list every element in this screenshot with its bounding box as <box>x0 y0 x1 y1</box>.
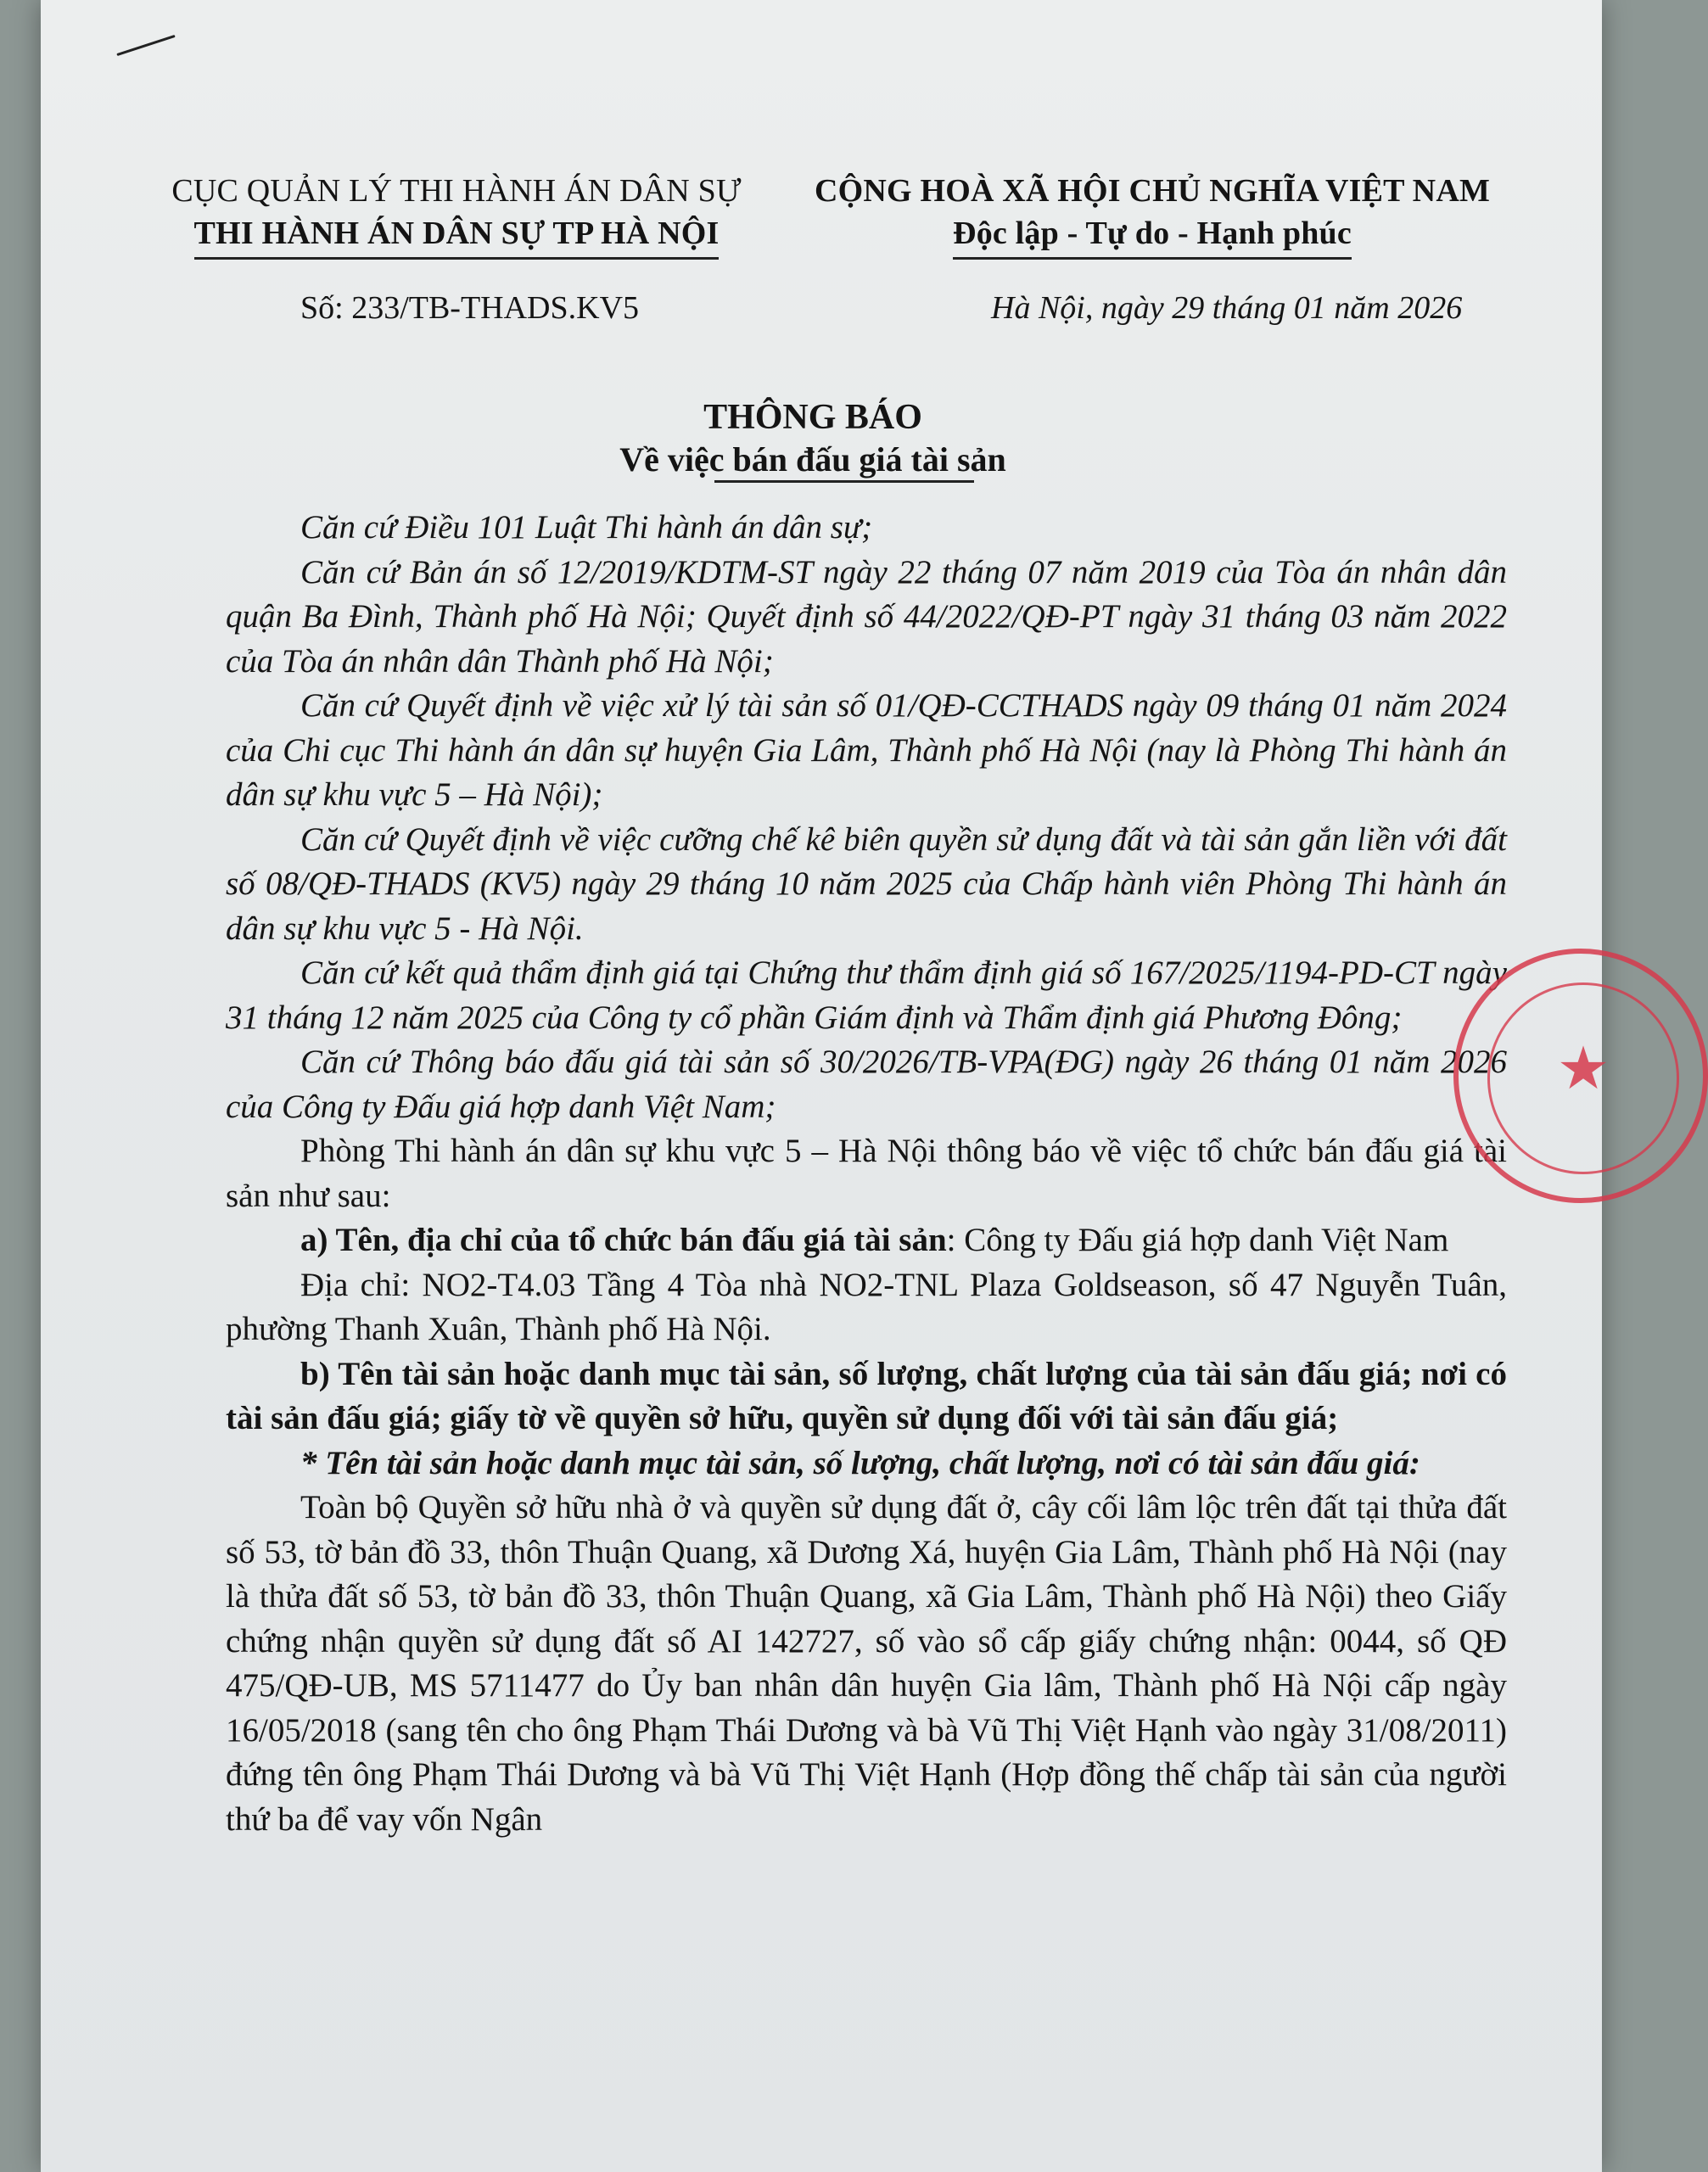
official-seal <box>1453 949 1708 1203</box>
document-date: Hà Nội, ngày 29 tháng 01 năm 2026 <box>991 290 1463 326</box>
section-b-subheading: * Tên tài sản hoặc danh mục tài sản, số lượng, chất lượng, nơi có tài sản đấu giá: <box>300 1444 1420 1481</box>
document-title: THÔNG BÁO <box>703 398 922 437</box>
asset-description: Toàn bộ Quyền sở hữu nhà ở và quyền sử dụng đất ở, cây cối lâm lộc trên đất tại thửa đất số 53, tờ bản đồ 33, thôn Thuận Quang, xã Dương Xá, huyện Gia Lâm, Thành phố Hà Nội (nay là thửa đất số 53, tờ bản đồ 33, thôn Thuận Quang, xã Gia Lâm, Thành phố Hà Nội) theo Giấy chứng nhận quyền sử dụng đất số AI 142727, số vào sổ cấp giấy chứng nhận: 0044, số QĐ 475/QĐ-UB, MS 5711477 do Ủy ban nhân dân huyện Gia lâm, Thành phố Hà Nội cấp ngày 16/05/2018 (sang tên cho ông Phạm Thái Dương và bà Vũ Thị Việt Hạnh vào ngày 31/08/2011) đứng tên ông Phạm Thái Dương và bà Vũ Thị Việt Hạnh (Hợp đồng thế chấp tài sản của người thứ ba để vay vốn Ngân <box>226 1489 1507 1838</box>
seal-inner-ring <box>1487 982 1679 1174</box>
section-a-label: a) Tên, địa chỉ của tổ chức bán đấu giá tài sản <box>300 1222 947 1258</box>
nation-line-2 <box>770 212 1534 260</box>
basis-paragraph: Căn cứ Quyết định về việc cưỡng chế kê biên quyền sử dụng đất và tài sản gắn liền với đất số 08/QĐ-THADS (KV5) ngày 29 tháng 10 năm 2025 của Chấp hành viên Phòng Thi hành án dân sự khu vực 5 - Hà Nội. <box>226 820 1507 947</box>
basis-paragraph: Căn cứ Quyết định về việc xử lý tài sản số 01/QĐ-CCTHADS ngày 09 tháng 01 năm 2024 của Chi cục Thi hành án dân sự huyện Gia Lâm, Thành phố Hà Nội (nay là Phòng Thi hành án dân sự khu vực 5 – Hà Nội); <box>226 687 1507 813</box>
basis-paragraph: Căn cứ Điều 101 Luật Thi hành án dân sự; <box>300 509 873 546</box>
section-a-value: : Công ty Đấu giá hợp danh Việt Nam <box>946 1222 1449 1258</box>
nation-line-1: CỘNG HOÀ XÃ HỘI CHỦ NGHĨA VIỆT NAM <box>814 173 1491 209</box>
pen-mark <box>116 35 175 56</box>
star-icon: ★ <box>1556 1037 1610 1102</box>
motto: Độc lập - Tự do - Hạnh phúc <box>953 212 1352 260</box>
agency-line-2 <box>168 212 745 260</box>
agency-header <box>168 170 745 260</box>
document-subtitle: Về việc bán đấu giá tài sản <box>619 440 1006 479</box>
title-underline <box>714 480 974 483</box>
section-b: b) Tên tài sản hoặc danh mục tài sản, số lượng, chất lượng của tài sản đấu giá; nơi có tài sản đấu giá; giấy tờ về quyền sở hữu, quyền sử dụng đối với tài sản đấu giá; <box>226 1355 1507 1436</box>
document-page <box>41 0 1610 2172</box>
agency-line-1: CỤC QUẢN LÝ THI HÀNH ÁN DÂN SỰ <box>171 173 742 209</box>
basis-paragraph: Căn cứ kết quả thẩm định giá tại Chứng thư thẩm định giá số 167/2025/1194-PD-CT ngày 31 tháng 12 năm 2025 của Công ty cổ phần Giám định và Thẩm định giá Phương Đông; <box>226 954 1507 1036</box>
intro-paragraph: Phòng Thi hành án dân sự khu vực 5 – Hà Nội thông báo về việc tổ chức bán đấu giá tài sản như sau: <box>226 1133 1507 1214</box>
nation-header <box>770 170 1534 260</box>
section-a <box>226 1218 1507 1263</box>
address-paragraph: Địa chỉ: NO2-T4.03 Tầng 4 Tòa nhà NO2-TNL Plaza Goldseason, số 47 Nguyễn Tuân, phường Thanh Xuân, Thành phố Hà Nội. <box>226 1266 1507 1347</box>
document-number: Số: 233/TB-THADS.KV5 <box>300 290 640 326</box>
agency-name: THI HÀNH ÁN DÂN SỰ TP HÀ NỘI <box>194 212 720 260</box>
basis-paragraph: Căn cứ Thông báo đấu giá tài sản số 30/2026/TB-VPA(ĐG) ngày 26 tháng 01 năm 2026 của Công ty Đấu giá hợp danh Việt Nam; <box>226 1044 1507 1125</box>
basis-paragraph: Căn cứ Bản án số 12/2019/KDTM-ST ngày 22 tháng 07 năm 2019 của Tòa án nhân dân quận Ba Đình, Thành phố Hà Nội; Quyết định số 44/2022/QĐ-PT ngày 31 tháng 03 năm 2022 của Tòa án nhân dân Thành phố Hà Nội; <box>226 553 1507 680</box>
document-body <box>226 506 1507 1842</box>
